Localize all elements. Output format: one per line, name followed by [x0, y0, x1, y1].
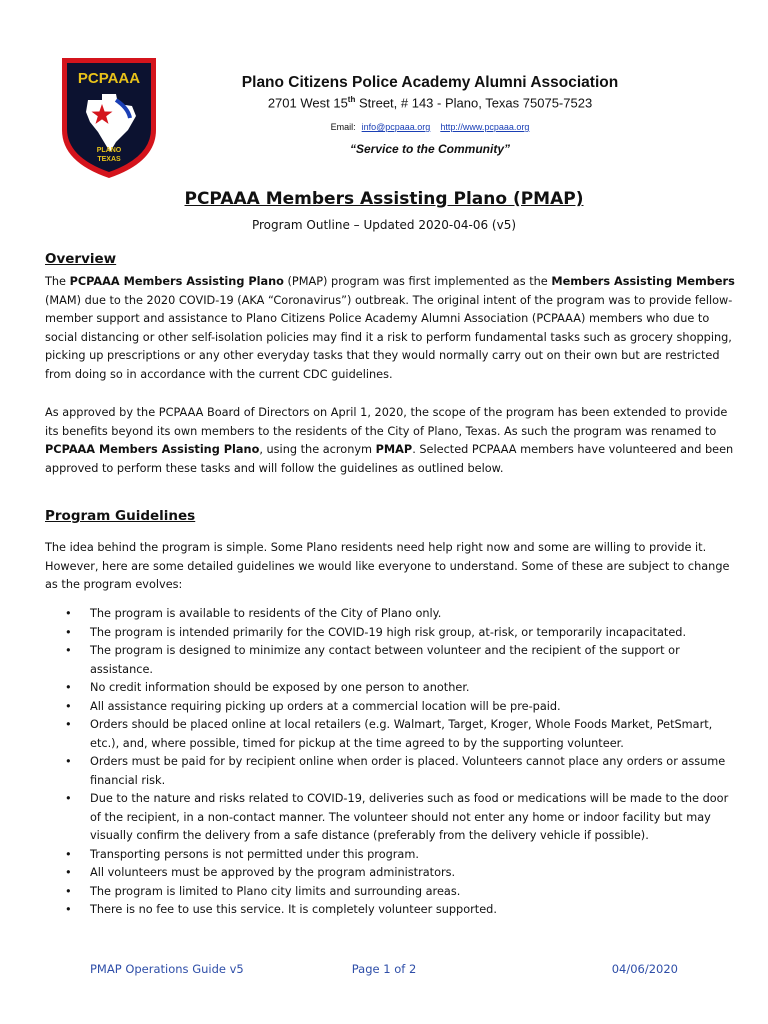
text-run: PMAP [375, 443, 413, 456]
document-title: PCPAAA Members Assisting Plano (PMAP) [184, 189, 584, 209]
overview-paragraph-2 [45, 404, 735, 478]
text-run: Members Assisting Members [551, 275, 735, 288]
address-city: Street, # 143 - Plano, Texas 75075-7523 [355, 95, 593, 111]
website-link[interactable]: http://www.pcpaaa.org [440, 122, 530, 132]
footer-page-number: Page 1 of 2 [351, 962, 417, 976]
guideline-item: • All volunteers must be approved by the program administrators. [45, 864, 735, 883]
organization-address [180, 95, 680, 110]
footer-date: 04/06/2020 [611, 962, 678, 976]
text-run: , using the acronym [259, 443, 376, 456]
guideline-item: • Due to the nature and risks related to COVID-19, deliveries such as food or medications will be made to the door of the recipient, in a non-contact manner. The volunteer should not enter any home or indoor facility but may visually confirm the delivery from a safe distance (preferably from the delivery vehicle if possible). [45, 790, 735, 846]
guideline-item: • The program is available to residents of the City of Plano only. [45, 605, 735, 624]
email-link[interactable]: info@pcpaaa.org [361, 122, 431, 132]
email-label: Email: [330, 122, 356, 132]
overview-heading: Overview [45, 251, 117, 267]
text-run: PCPAAA Members Assisting Plano [69, 275, 284, 288]
footer-guide-name: PMAP Operations Guide v5 [90, 962, 244, 976]
logo-texas-text: TEXAS [97, 156, 121, 163]
guideline-item: • The program is designed to minimize any contact between volunteer and the recipient of the support or assistance. [45, 642, 735, 679]
address-ordinal: th [347, 95, 356, 104]
organization-name: Plano Citizens Police Academy Alumni Association [241, 74, 619, 91]
guideline-item: • Orders should be placed online at local retailers (e.g. Walmart, Target, Kroger, Whole Foods Market, PetSmart, etc.), and, where possible, timed for pickup at the time agreed to by the supporting volunteer. [45, 716, 735, 753]
logo-text: PCPAAA [77, 70, 141, 87]
guidelines-list [45, 605, 735, 920]
text-run: The [45, 275, 70, 288]
guideline-item: • Orders must be paid for by recipient online when order is placed. Volunteers cannot place any orders or assume financial risk. [45, 753, 735, 790]
address-street: 2701 West 15 [267, 95, 348, 111]
text-run: (PMAP) program was first implemented as the [283, 275, 552, 288]
text-run: As approved by the PCPAAA Board of Directors on April 1, 2020, the scope of the program has been extended to provide its benefits beyond its own members to the residents of the City of Plano, Texas. As such the program was renamed to [45, 406, 728, 438]
guideline-item: • No credit information should be exposed by one person to another. [45, 679, 735, 698]
guidelines-intro: The idea behind the program is simple. Some Plano residents need help right now and some are willing to provide it. However, here are some detailed guidelines we would like everyone to understand. Some of these are subject to change as the program evolves: [45, 541, 730, 591]
text-run: (MAM) due to the 2020 COVID-19 (AKA “Coronavirus”) outbreak. The original intent of the program was to provide fellow-member support and assistance to Plano Citizens Police Academy Alumni Association (PCPAAA) members who due to social distancing or other self-isolation policies may find it a risk to perform fundamental tasks such as grocery shopping, picking up prescriptions or any other everyday tasks that they would normally carry out on their own but are restricted from doing so in accordance with the current CDC guidelines. [45, 293, 733, 381]
text-run: . Selected PCPAAA members have volunteered and been approved to perform these tasks and will follow the guidelines as outlined below. [45, 443, 734, 475]
overview-paragraph-1 [45, 273, 735, 384]
guideline-item: • Transporting persons is not permitted under this program. [45, 846, 735, 865]
guideline-item: • There is no fee to use this service. It is completely volunteer supported. [45, 901, 735, 920]
motto: “Service to the Community” [349, 142, 511, 156]
logo-plano-text: PLANO [96, 147, 122, 154]
text-run: PCPAAA Members Assisting Plano [45, 443, 260, 456]
pcpaaa-badge-logo [54, 50, 164, 182]
guideline-item: • The program is limited to Plano city limits and surrounding areas. [45, 883, 735, 902]
guideline-item: • All assistance requiring picking up orders at a commercial location will be pre-paid. [45, 698, 735, 717]
contact-line [180, 122, 680, 132]
guideline-item: • The program is intended primarily for the COVID-19 high risk group, at-risk, or temporarily incapacitated. [45, 624, 735, 643]
document-subtitle: Program Outline – Updated 2020-04-06 (v5) [251, 218, 517, 232]
guidelines-heading: Program Guidelines [45, 508, 196, 524]
